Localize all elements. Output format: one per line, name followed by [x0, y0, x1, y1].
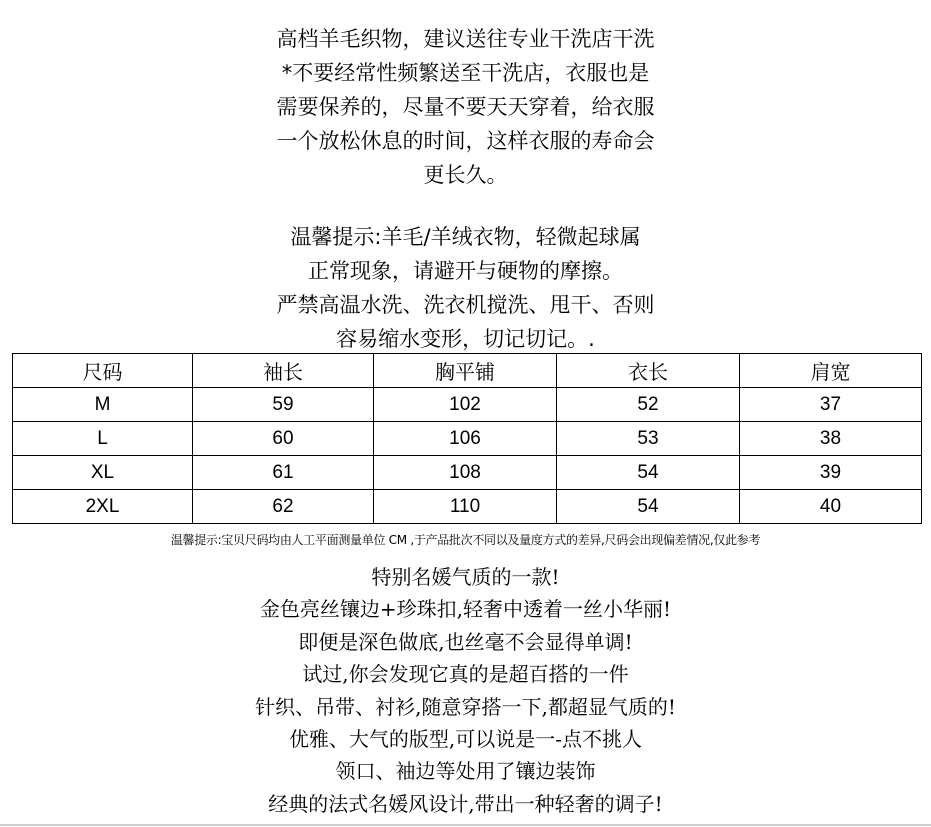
- description-line: 试过,你会发现它真的是超百搭的一件: [302, 662, 629, 687]
- table-cell: 39: [740, 456, 922, 490]
- table-cell: 102: [374, 388, 557, 422]
- tip-line: 严禁高温水洗、洗衣机搅洗、甩干、否则: [276, 293, 655, 317]
- tip-line: 温馨提示:羊毛/羊绒衣物，轻微起球属: [290, 225, 641, 249]
- table-cell: M: [13, 388, 193, 422]
- table-row: [13, 422, 922, 456]
- table-cell: XL: [13, 456, 193, 490]
- size-table: [12, 353, 922, 524]
- table-cell: 54: [557, 456, 740, 490]
- table-cell: 60: [193, 422, 374, 456]
- care-line: 高档羊毛织物，建议送往专业干洗店干洗: [276, 27, 655, 51]
- header-length: 衣长: [557, 354, 740, 388]
- header-shoulder-width: 肩宽: [740, 354, 922, 388]
- table-cell: 106: [374, 422, 557, 456]
- description-line: 即便是深色做底,也丝毫不会显得单调!: [298, 629, 633, 654]
- table-header-row: [13, 354, 922, 388]
- bottom-divider: [0, 824, 931, 826]
- table-cell: 110: [374, 490, 557, 524]
- size-note: 温馨提示:宝贝尺码均由人工平面测量单位 CM ,于产品批次不同以及量度方式的差异,尺码会出现偏差情况,仅此参考: [170, 533, 761, 547]
- table-cell: L: [13, 422, 193, 456]
- paragraph-gap: [0, 192, 931, 220]
- table-cell: 54: [557, 490, 740, 524]
- description-line: 金色亮丝镶边+珍珠扣,轻奢中透着一丝小华丽!: [259, 597, 672, 622]
- table-cell: 108: [374, 456, 557, 490]
- table-cell: 37: [740, 388, 922, 422]
- table-cell: 62: [193, 490, 374, 524]
- table-row: [13, 388, 922, 422]
- description-line: 针织、吊带、衬衫,随意穿搭一下,都超显气质的!: [255, 694, 676, 719]
- description-line: 经典的法式名媛风设计,带出一种轻奢的调子!: [268, 791, 663, 816]
- header-chest-flat: 胸平铺: [374, 354, 557, 388]
- table-cell: 52: [557, 388, 740, 422]
- table-row: [13, 490, 922, 524]
- table-cell: 38: [740, 422, 922, 456]
- care-line: 一个放松休息的时间，这样衣服的寿命会: [276, 129, 655, 153]
- tip-line: 正常现象，请避开与硬物的摩擦。: [308, 259, 623, 283]
- header-sleeve-length: 袖长: [193, 354, 374, 388]
- product-description: [0, 561, 931, 820]
- table-cell: 40: [740, 490, 922, 524]
- table-cell: 61: [193, 456, 374, 490]
- care-line: *不要经常性频繁送至干洗店，衣服也是: [281, 61, 650, 85]
- description-line: 领口、袖边等处用了镶边装饰: [335, 759, 596, 784]
- tip-line: 容易缩水变形，切记切记。.: [336, 327, 595, 351]
- care-line: 需要保养的，尽量不要天天穿着，给衣服: [276, 95, 655, 119]
- table-cell: 2XL: [13, 490, 193, 524]
- description-line: 优雅、大气的版型,可以说是一-点不挑人: [288, 727, 643, 752]
- description-line: 特别名媛气质的一款!: [371, 565, 560, 589]
- header-size: 尺码: [13, 354, 193, 388]
- table-cell: 59: [193, 388, 374, 422]
- care-instructions: [0, 22, 931, 356]
- table-row: [13, 456, 922, 490]
- care-line: 更长久。: [423, 163, 508, 187]
- table-cell: 53: [557, 422, 740, 456]
